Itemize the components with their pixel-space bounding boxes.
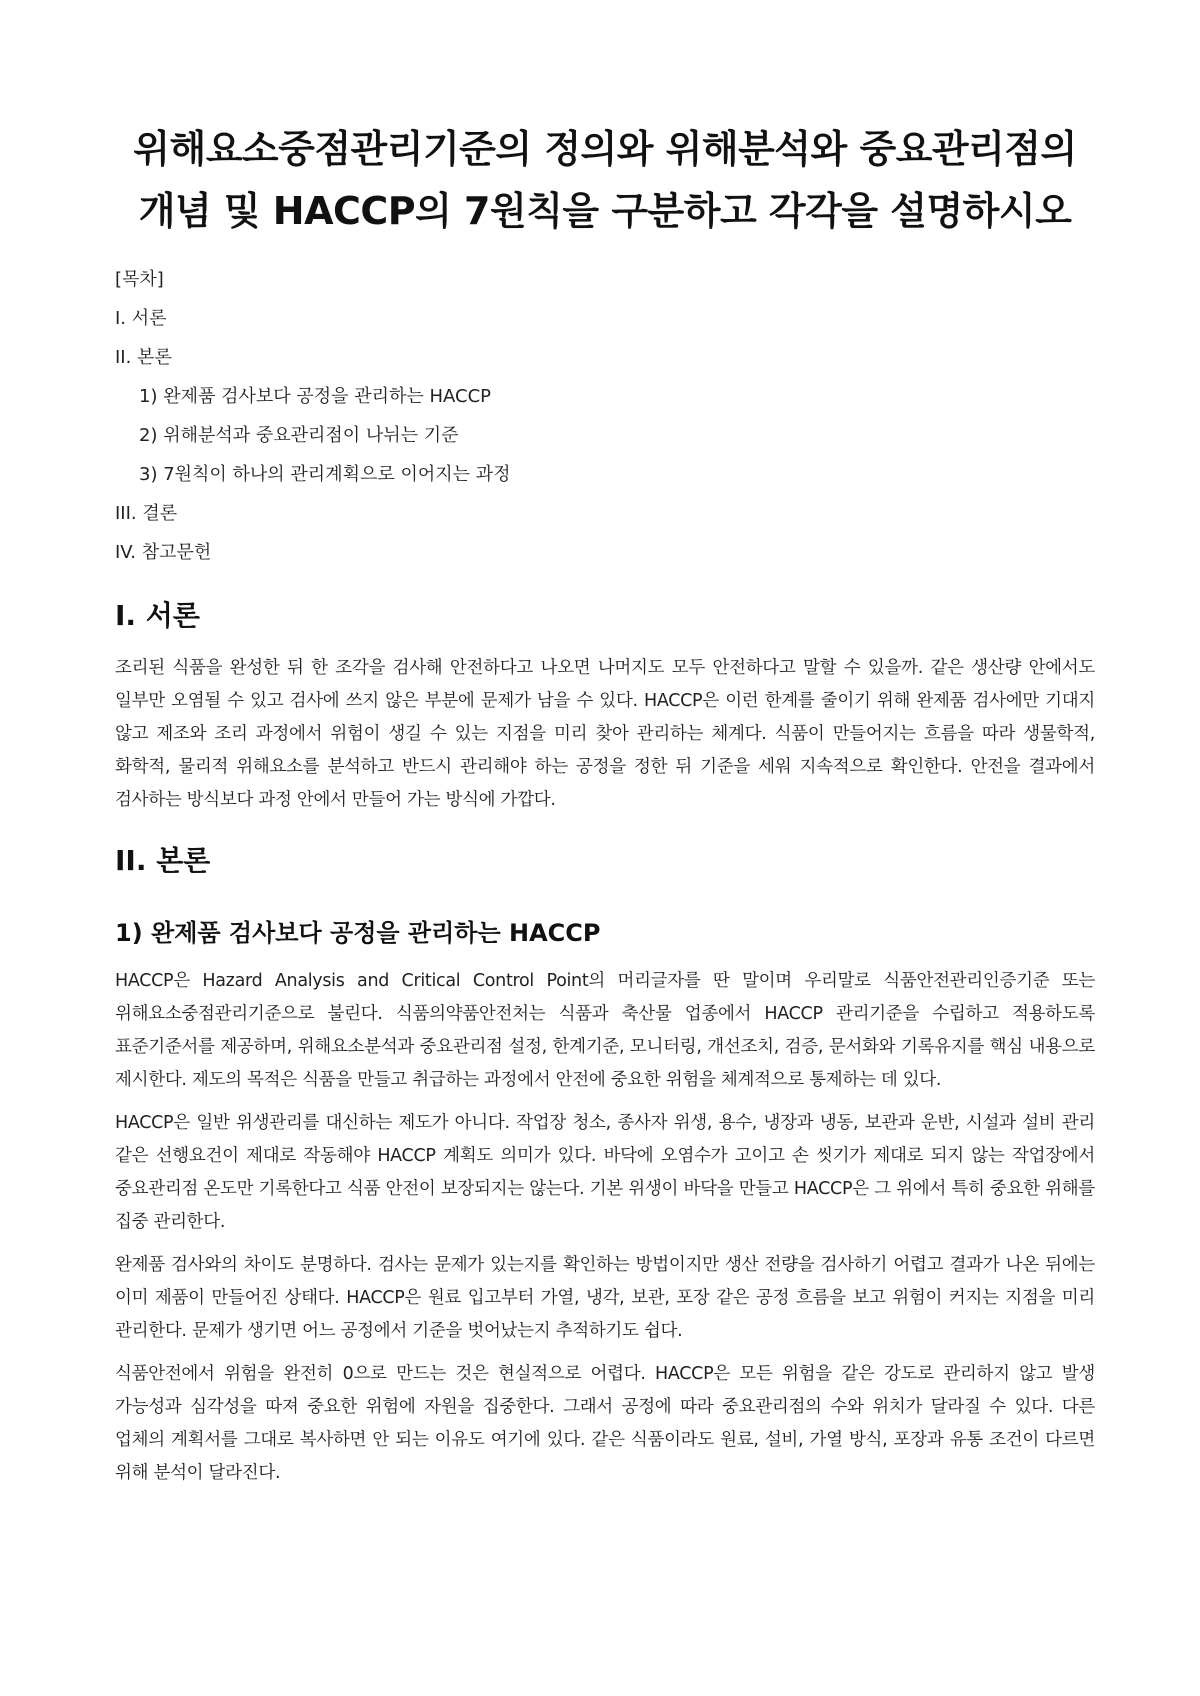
toc-item-intro: I. 서론 bbox=[115, 308, 167, 329]
toc-item-body-3: 3) 7원칙이 하나의 관리계획으로 이어지는 과정 bbox=[139, 464, 511, 485]
toc-heading: [목차] bbox=[115, 269, 164, 290]
body-heading: II. 본론 bbox=[115, 844, 211, 877]
toc-item-conclusion: III. 결론 bbox=[115, 503, 178, 524]
intro-heading: I. 서론 bbox=[115, 599, 200, 632]
section-1-paragraph: 식품안전에서 위험을 완전히 0으로 만드는 것은 현실적으로 어렵다. HACCP은 모든 위험을 같은 강도로 관리하지 않고 발생 가능성과 심각성을 따져 중요한 위험에 자원을 집중한다. 그래서 공정에 따라 중요관리점의 수와 위치가 달라질 수 있다. 다른 업체의 계획서를 그대로 복사하면 안 되는 이유도 여기에 있다. 같은 식품이라도 원료, 설비, 가열 방식, 포장과 유통 조건이 다르면 위해 분석이 달라진다. bbox=[115, 1364, 1095, 1483]
section-1-paragraph: 완제품 검사와의 차이도 분명하다. 검사는 문제가 있는지를 확인하는 방법이지만 생산 전량을 검사하기 어렵고 결과가 나온 뒤에는 이미 제품이 만들어진 상태다. HACCP은 원료 입고부터 가열, 냉각, 보관, 포장 같은 공정 흐름을 보고 위험이 커지는 지점을 미리 관리한다. 문제가 생기면 어느 공정에서 기준을 벗어났는지 추적하기도 쉽다. bbox=[115, 1255, 1095, 1341]
toc-item-body: II. 본론 bbox=[115, 347, 172, 368]
document-title: 위해요소중점관리기준의 정의와 위해분석와 중요관리점의 개념 및 HACCP의 7원칙을 구분하고 각각을 설명하시오 bbox=[133, 127, 1077, 233]
document-page bbox=[115, 118, 1095, 1500]
section-1-paragraph: HACCP은 일반 위생관리를 대신하는 제도가 아니다. 작업장 청소, 종사자 위생, 용수, 냉장과 냉동, 보관과 운반, 시설과 설비 관리 같은 선행요건이 제대로 작동해야 HACCP 계획도 의미가 있다. 바닥에 오염수가 고이고 손 씻기가 제대로 되지 않는 작업장에서 중요관리점 온도만 기록한다고 식품 안전이 보장되지는 않는다. 기본 위생이 바닥을 만들고 HACCP은 그 위에서 특히 중요한 위해를 집중 관리한다. bbox=[115, 1113, 1095, 1232]
toc-item-body-1: 1) 완제품 검사보다 공정을 관리하는 HACCP bbox=[139, 386, 492, 407]
toc-item-references: IV. 참고문헌 bbox=[115, 542, 212, 563]
table-of-contents bbox=[115, 260, 1095, 572]
toc-item-body-2: 2) 위해분석과 중요관리점이 나뉘는 기준 bbox=[139, 425, 459, 446]
section-1-heading: 1) 완제품 검사보다 공정을 관리하는 HACCP bbox=[115, 919, 601, 947]
section-1-paragraph: HACCP은 Hazard Analysis and Critical Control Point의 머리글자를 딴 말이며 우리말로 식품안전관리인증기준 또는 위해요소중점관리기준으로 불린다. 식품의약품안전처는 식품과 축산물 업종에서 HACCP 관리기준을 수립하고 적용하도록 표준기준서를 제공하며, 위해요소분석과 중요관리점 설정, 한계기준, 모니터링, 개선조치, 검증, 문서화와 기록유지를 핵심 내용으로 제시한다. 제도의 목적은 식품을 만들고 취급하는 과정에서 안전에 중요한 위험을 체계적으로 통제하는 데 있다. bbox=[115, 971, 1095, 1090]
intro-paragraph: 조리된 식품을 완성한 뒤 한 조각을 검사해 안전하다고 나오면 나머지도 모두 안전하다고 말할 수 있을까. 같은 생산량 안에서도 일부만 오염될 수 있고 검사에 쓰지 않은 부분에 문제가 남을 수 있다. HACCP은 이런 한계를 줄이기 위해 완제품 검사에만 기대지 않고 제조와 조리 과정에서 위험이 생길 수 있는 지점을 미리 찾아 관리하는 체계다. 식품이 만들어지는 흐름을 따라 생물학적, 화학적, 물리적 위해요소를 분석하고 반드시 관리해야 하는 공정을 정한 뒤 기준을 세워 지속적으로 확인한다. 안전을 결과에서 검사하는 방식보다 과정 안에서 만들어 가는 방식에 가깝다. bbox=[115, 658, 1095, 810]
